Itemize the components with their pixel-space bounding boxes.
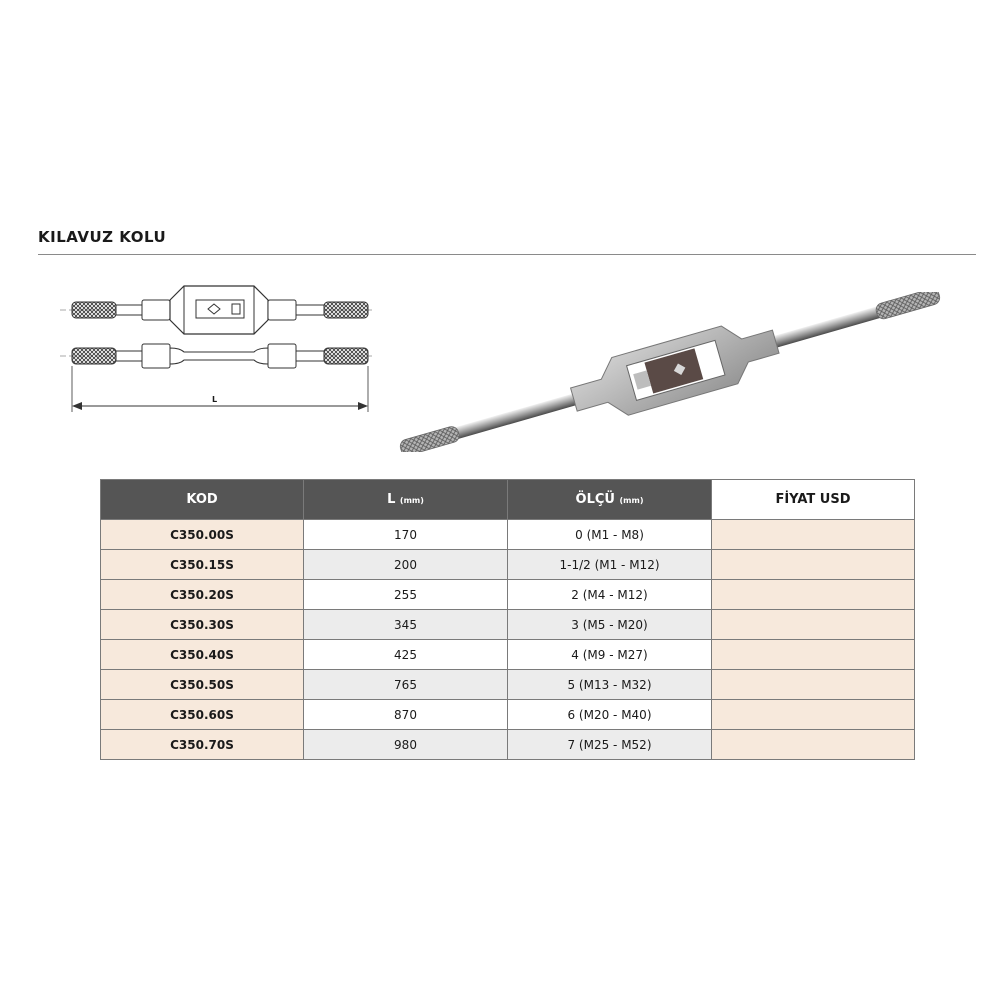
table-row bbox=[101, 730, 915, 760]
kod-cell: C350.20S bbox=[101, 580, 304, 610]
size-cell: 0 (M1 - M8) bbox=[508, 520, 712, 550]
title-divider bbox=[38, 254, 976, 255]
table-row bbox=[101, 550, 915, 580]
price-cell bbox=[712, 700, 915, 730]
length-cell: 170 bbox=[304, 520, 508, 550]
size-cell: 3 (M5 - M20) bbox=[508, 610, 712, 640]
table-row bbox=[101, 580, 915, 610]
size-cell: 7 (M25 - M52) bbox=[508, 730, 712, 760]
size-cell: 4 (M9 - M27) bbox=[508, 640, 712, 670]
length-cell: 870 bbox=[304, 700, 508, 730]
table-row bbox=[101, 640, 915, 670]
column-header-fiyat bbox=[712, 480, 915, 520]
spec-table bbox=[100, 479, 915, 760]
kod-cell: C350.40S bbox=[101, 640, 304, 670]
length-cell: 345 bbox=[304, 610, 508, 640]
price-cell bbox=[712, 670, 915, 700]
price-cell bbox=[712, 730, 915, 760]
price-cell bbox=[712, 580, 915, 610]
size-cell: 1-1/2 (M1 - M12) bbox=[508, 550, 712, 580]
length-cell: 255 bbox=[304, 580, 508, 610]
table-row bbox=[101, 520, 915, 550]
table-row bbox=[101, 610, 915, 640]
column-label: KOD bbox=[186, 492, 218, 507]
tap-wrench-photo bbox=[380, 292, 960, 452]
column-header-kod bbox=[101, 480, 304, 520]
kod-cell: C350.50S bbox=[101, 670, 304, 700]
table-row bbox=[101, 670, 915, 700]
column-header-l bbox=[304, 480, 508, 520]
column-unit: (mm) bbox=[619, 496, 644, 505]
price-cell bbox=[712, 610, 915, 640]
length-cell: 980 bbox=[304, 730, 508, 760]
table-row bbox=[101, 700, 915, 730]
kod-cell: C350.70S bbox=[101, 730, 304, 760]
kod-cell: C350.15S bbox=[101, 550, 304, 580]
column-label: ÖLÇÜ bbox=[575, 492, 615, 507]
table-header-row bbox=[101, 480, 915, 520]
size-cell: 6 (M20 - M40) bbox=[508, 700, 712, 730]
column-header-olcu bbox=[508, 480, 712, 520]
length-cell: 200 bbox=[304, 550, 508, 580]
price-cell bbox=[712, 520, 915, 550]
size-cell: 2 (M4 - M12) bbox=[508, 580, 712, 610]
column-label: FİYAT USD bbox=[775, 492, 851, 507]
price-cell bbox=[712, 640, 915, 670]
dimension-label: L bbox=[212, 395, 218, 404]
kod-cell: C350.60S bbox=[101, 700, 304, 730]
page-title: KILAVUZ KOLU bbox=[38, 228, 167, 246]
price-cell bbox=[712, 550, 915, 580]
column-label: L bbox=[387, 492, 396, 507]
kod-cell: C350.00S bbox=[101, 520, 304, 550]
size-cell: 5 (M13 - M32) bbox=[508, 670, 712, 700]
length-cell: 425 bbox=[304, 640, 508, 670]
length-cell: 765 bbox=[304, 670, 508, 700]
column-unit: (mm) bbox=[399, 496, 424, 505]
kod-cell: C350.30S bbox=[101, 610, 304, 640]
